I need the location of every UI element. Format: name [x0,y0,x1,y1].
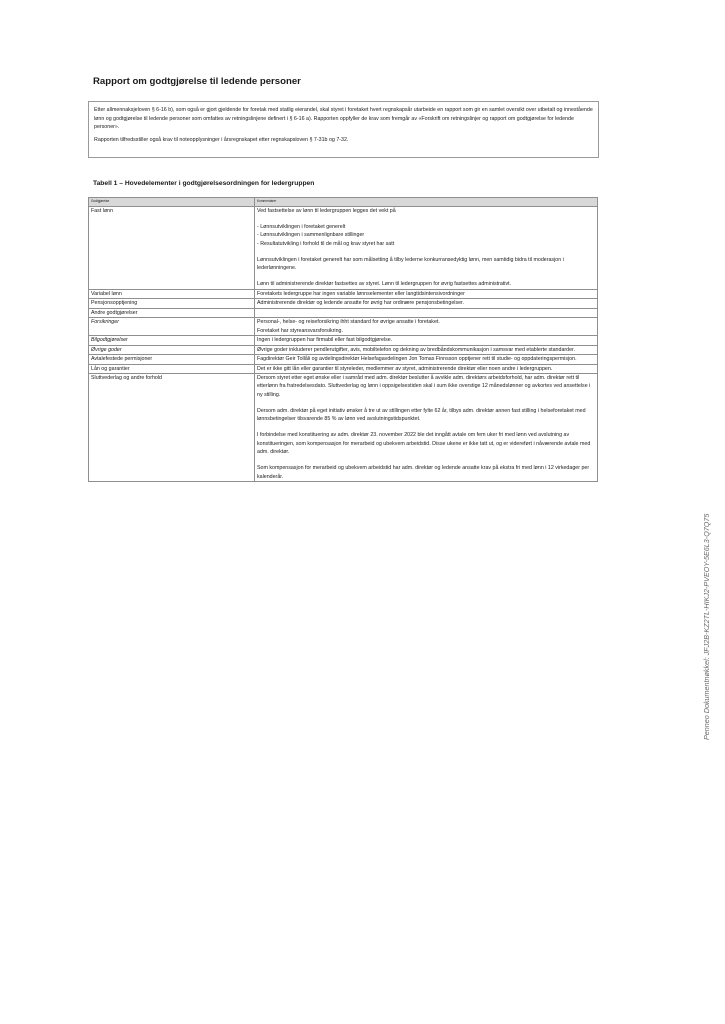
row-comment: Fagdirektør Geir Tollåli og avdelingsdirektør Helsefagavdelingen Jon Tomas Finnsson opptjener rett til studie- og oppdateringspermisjon. [255,355,598,364]
table-row [89,355,598,364]
comment-paragraph: I forbindelse med konstituering av adm. direktør 23. november 2022 ble det inngått avtale om fem uker fri med lønn ved avslutning av konstitueringen, som kompensasjon for merarbeid og ubekvem arbeidstid. Disse ukene er ikke tatt ut, og er videreført i nåværende avtale med adm. direktør. [257,432,591,456]
table-header-row [89,198,598,207]
row-comment: Ingen i ledergruppen har firmabil eller fast bilgodtgjørelse. [255,336,598,345]
comment-line: - Lønnsutviklingen i sammenlignbare stillinger [257,232,365,239]
comment-line: Foretaket har styreansvarsforsikring. [257,327,343,334]
table-row [89,289,598,298]
comment-line: - Lønnsutviklingen i foretaket generelt [257,223,346,230]
table-row [89,207,598,290]
row-comment [255,207,598,290]
row-label: Pensjonsopptjening [89,299,255,308]
row-comment [255,318,598,336]
row-label: Variabel lønn [89,289,255,298]
remuneration-table [88,197,598,482]
table-row [89,364,598,373]
table-row [89,318,598,336]
row-label: Sluttvederlag og andre forhold [89,374,255,482]
comment-line: Personal-, helse- og reiseforsikring ihht standard for øvrige ansatte i foretaket. [257,319,440,326]
row-sublabel: Bilgodtgjørelser [89,336,255,345]
row-sublabel: Øvrige goder [89,345,255,354]
intro-paragraph: Rapporten tilfredsstiller også krav til noteopplysninger i årsregnskapet etter regnskapsloven § 7-31b og 7-32. [94,136,349,143]
intro-box [88,101,599,158]
table-row [89,299,598,308]
comment-paragraph: Dersom adm. direktør på eget initiativ ønsker å tre ut av stillingen etter fylte 62 år, tilbys adm. direktør annen fast stilling i helseforetaket med lønnsbetingelser tilsvarende 85 % av lønn ved avslutningstidspunktet. [257,407,586,423]
column-header-kommentarer: Kommentarer [255,198,598,207]
table-row [89,374,598,482]
row-label: Avtalefestede permisjoner [89,355,255,364]
table-row [89,345,598,354]
comment-line: - Resultatutvikling i forhold til de mål og krav styret har satt [257,240,395,247]
comment-line: Lønn til administrerende direktør fastsettes av styret. Lønn til ledergruppen for øvrig fastsettes administrativt. [257,281,512,288]
row-sublabel: Forsikringer [89,318,255,336]
row-comment [255,374,598,482]
row-comment: Det er ikke gitt lån eller garantier til styreleder, medlemmer av styret, administrerende direktør eller noen andre i ledergruppen. [255,364,598,373]
row-comment: Foretakets ledergruppe har ingen variable lønnselementer eller langtidsintensivordninger [255,289,598,298]
table-row [89,336,598,345]
row-comment: Administrerende direktør og ledende ansatte for øvrig har ordinære pensjonsbetingelser. [255,299,598,308]
penneo-watermark: Penneo Dokumentnøkkel: JFJ2B-KZ2TL-HIKJ2-PVEOY-5E6L3-Q7Q75 [702,513,711,740]
column-header-godtgjorelse: Godtgjørelse [89,198,255,207]
comment-paragraph: Som kompensasjon for merarbeid og ubekvem arbeidstid har adm. direktør og ledende ansatte krav på ekstra fri med lønn i 12 virkedager per kalenderår. [257,465,590,480]
intro-paragraph: Etter allmennaksjeloven § 6-16 b), som også er gjort gjeldende for foretak med statlig eierandel, skal styret i foretaket hvert regnskapsår utarbeide en rapport som gir en samlet oversikt over utbetalt og innestående lønn og godtgjørelse til ledende personer som omfattes av retningslinjene definert i § 6-16 a). Rapporten oppfyller de krav som fremgår av «Forskrift om retningslinjer og rapport om godtgjørelse for ledende personer». [94,107,593,131]
row-label: Lån og garantier [89,364,255,373]
row-label: Fast lønn [89,207,255,290]
row-comment [255,308,598,317]
row-label: Andre godtgjørelser [89,308,255,317]
table-title: Tabell 1 – Hovedelementer i godtgjørelsesordningen for ledergruppen [93,180,315,187]
page-title: Rapport om godtgjørelse til ledende personer [93,76,301,87]
comment-line: Ved fastsettelse av lønn til ledergruppen legges det vekt på [257,208,396,214]
comment-line: Lønnsutviklingen i foretaket generelt har som målsetting å tilby lederne konkurransedyktig lønn, men samtidig bidra til moderasjon i lederlønningene. [257,256,564,272]
row-comment: Øvrige goder inkluderer pendlerutgifter, avis, mobiltelefon og dekning av bredbåndskommunikasjon i samsvar med etablerte standarder. [255,345,598,354]
comment-paragraph: Dersom styret etter eget ønske eller i samråd med adm. direktør beslutter å avvikle adm. direktørs arbeidsforhold, har adm. direktør rett til etterlønn fra fratredelsesdato. Sluttvederlag og lønn i oppsigelsestiden skal i sum ikke overstige 12 månedslønner og avkortes ved ansettelse i ny stilling. [257,375,591,398]
table-row [89,308,598,317]
